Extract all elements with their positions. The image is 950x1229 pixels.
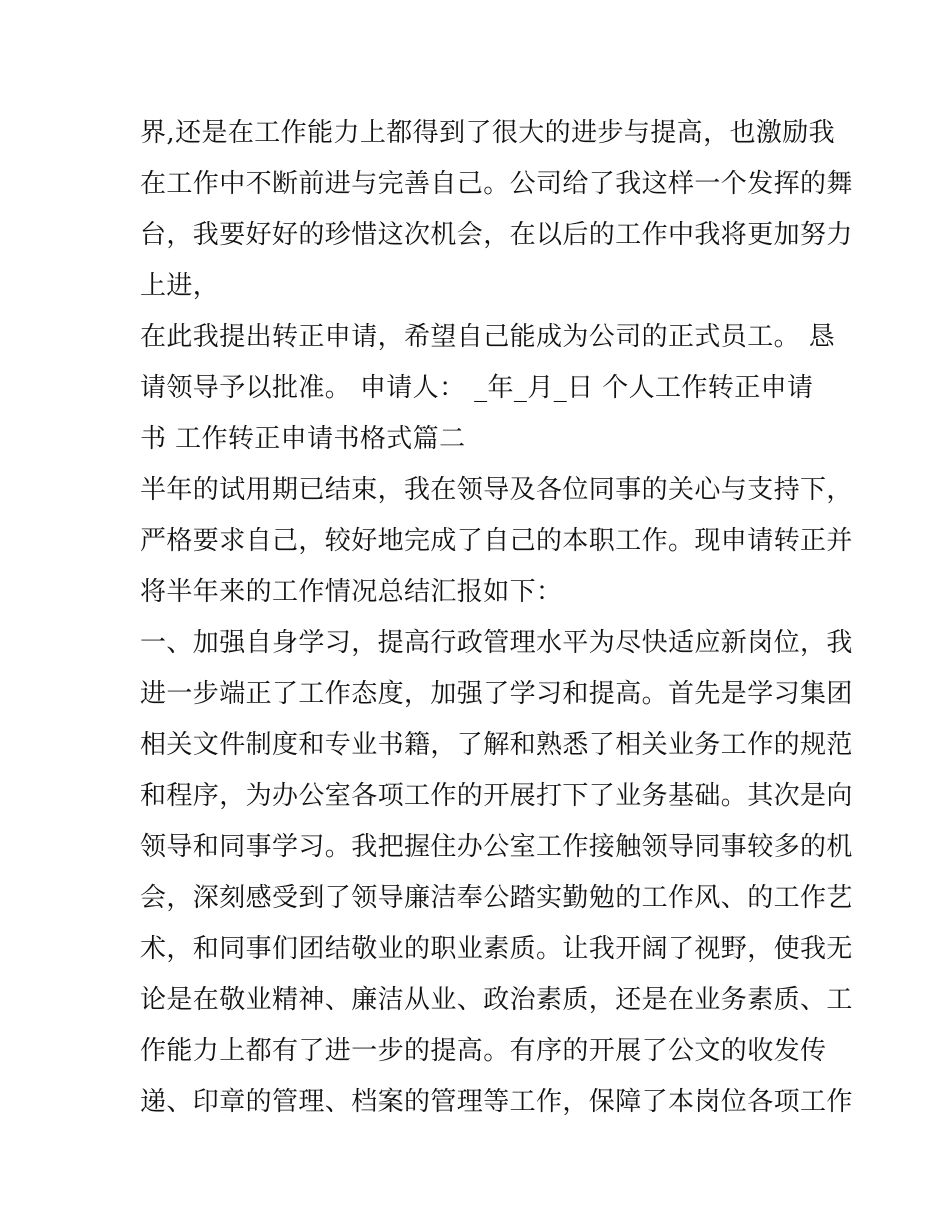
text-line: 领导和同事学习。我把握住办公室工作接触领导同事较多的机	[140, 832, 853, 862]
text-line: 会，深刻感受到了领导廉洁奉公踏实勤勉的工作风、的工作艺	[140, 883, 853, 913]
text-line: 术，和同事们团结敬业的职业素质。让我开阔了视野，使我无	[140, 934, 853, 964]
text-line: 书 工作转正申请书格式篇二	[140, 424, 466, 454]
text-line: 一、加强自身学习，提高行政管理水平为尽快适应新岗位，我	[140, 628, 853, 658]
document-body	[140, 108, 853, 1128]
text-line: 界,还是在工作能力上都得到了很大的进步与提高，也激励我	[140, 118, 836, 148]
text-line: 进一步端正了工作态度，加强了学习和提高。首先是学习集团	[140, 679, 853, 709]
text-line: 作能力上都有了进一步的提高。有序的开展了公文的收发传	[140, 1036, 827, 1066]
text-line: 台，我要好好的珍惜这次机会，在以后的工作中我将更加努力	[140, 220, 853, 250]
text-line: 论是在敬业精神、廉洁从业、政治素质，还是在业务素质、工	[140, 985, 853, 1015]
text-line: 请领导予以批准。 申请人： _年_月_日 个人工作转正申请	[140, 373, 814, 403]
text-line: 相关文件制度和专业书籍，了解和熟悉了相关业务工作的规范	[140, 730, 853, 760]
text-line: 在工作中不断前进与完善自己。公司给了我这样一个发挥的舞	[140, 169, 853, 199]
text-line: 和程序，为办公室各项工作的开展打下了业务基础。其次是向	[140, 781, 853, 811]
text-line: 严格要求自己，较好地完成了自己的本职工作。现申请转正并	[140, 526, 853, 556]
text-line: 半年的试用期已结束，我在领导及各位同事的关心与支持下，	[140, 475, 853, 505]
text-line: 将半年来的工作情况总结汇报如下：	[140, 577, 563, 607]
text-line: 在此我提出转正申请，希望自己能成为公司的正式员工。 恳	[140, 322, 836, 352]
text-line: 上进，	[140, 271, 220, 301]
text-line: 递、印章的管理、档案的管理等工作，保障了本岗位各项工作	[140, 1087, 853, 1117]
